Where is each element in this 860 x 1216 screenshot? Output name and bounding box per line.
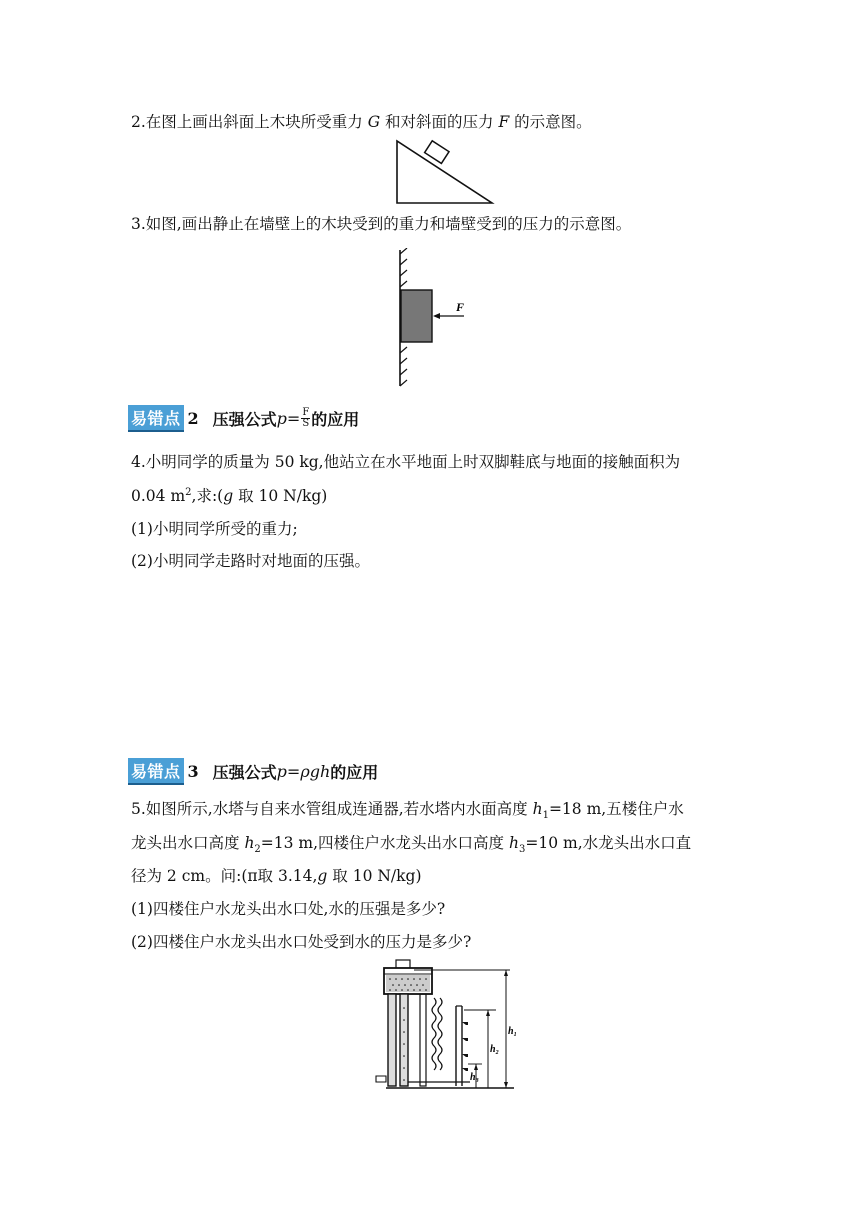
incline-figure xyxy=(390,136,500,208)
question-5-sub-2: (2)四楼住户水龙头出水口处受到水的压力是多少? xyxy=(131,933,472,951)
question-5-sub-1: (1)四楼住户水龙头出水口处,水的压强是多少? xyxy=(131,900,446,918)
question-5-line-3: 径为 2 cm。问:(π取 3.14,g 取 10 N/kg) xyxy=(131,867,422,885)
question-5-line-1: 5.如图所示,水塔与自来水管组成连通器,若水塔内水面高度 $h_1=18$ m,五楼住户水 xyxy=(131,800,684,822)
question-2-text: 2.在图上画出斜面上木块所受重力 G 和对斜面的压力 F 的示意图。 xyxy=(131,113,592,131)
svg-text:h1: $h_1$ xyxy=(508,1026,517,1038)
h2-label: h xyxy=(490,1044,496,1055)
svg-text:h3: $h_3$ xyxy=(470,1072,479,1084)
h1-label: h xyxy=(508,1026,514,1037)
section-2-heading: 易错点 2 压强公式 p = $\frac{F}{S}$ 的应用 xyxy=(128,405,359,432)
question-4-sub-2: (2)小明同学走路时对地面的压强。 xyxy=(131,552,370,570)
question-4-line-1: 4.小明同学的质量为 50 kg,他站立在水平地面上时双脚鞋底与地面的接触面积为 xyxy=(131,453,681,471)
error-point-tag: 易错点 xyxy=(128,758,184,785)
error-point-tag: 易错点 xyxy=(128,405,184,432)
pressure-fraction: $\frac{F}{S}$ xyxy=(302,407,310,429)
water-tower-figure xyxy=(372,958,520,1098)
question-3-text: 3.如图,画出静止在墙壁上的木块受到的重力和墙壁受到的压力的示意图。 xyxy=(131,215,632,233)
h3-label: h xyxy=(470,1072,476,1083)
wooden-block xyxy=(401,290,432,342)
svg-text:h2: $h_2$ xyxy=(490,1044,499,1056)
question-4-sub-1: (1)小明同学所受的重力; xyxy=(131,520,298,538)
force-label: F xyxy=(456,300,465,314)
section-3-heading: 易错点 3 压强公式 p=ρgh 的应用 xyxy=(128,758,378,785)
question-4-line-2: 0.04 $m^2$,求:(g 取 10 N/kg) xyxy=(131,486,328,505)
wall-block-figure xyxy=(380,248,480,388)
question-5-line-2: 龙头出水口高度 $h_2=13$ m,四楼住户水龙头出水口高度 $h_3=10$ m,水龙头出水口直 xyxy=(131,834,692,856)
